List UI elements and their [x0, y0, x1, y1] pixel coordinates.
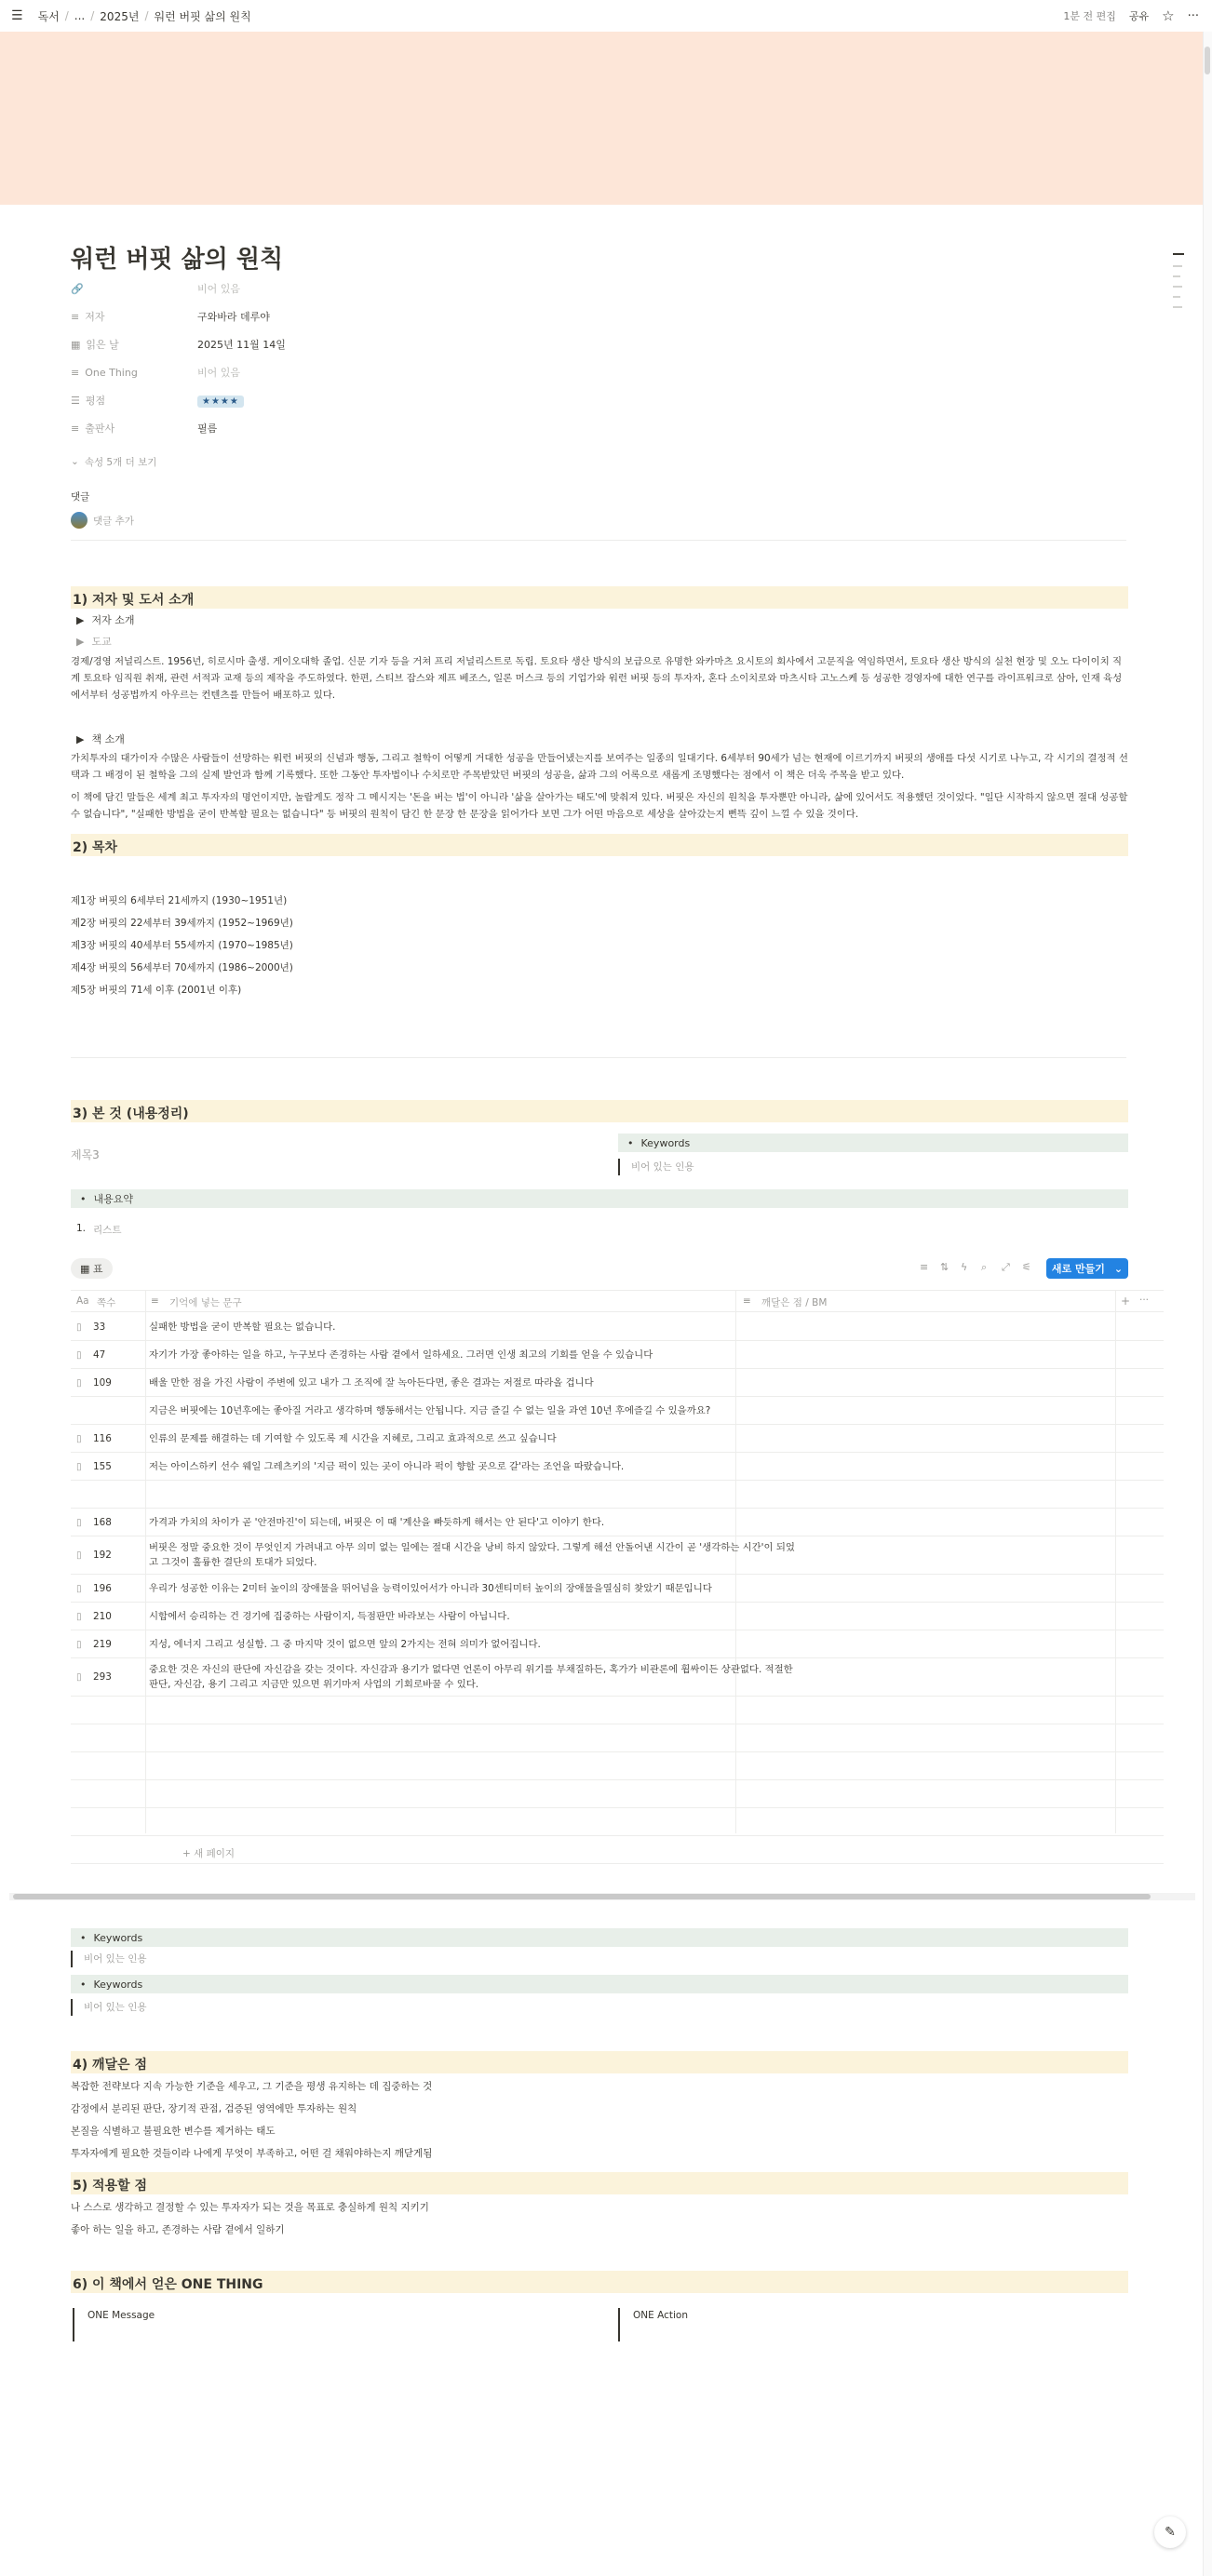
rating-badge[interactable]: ★★★★	[197, 396, 244, 408]
settings-icon[interactable]: ⚟	[1022, 1261, 1031, 1273]
section-heading[interactable]: 1) 저자 및 도서 소개	[71, 586, 1128, 609]
book-paragraph[interactable]: 이 책에 담긴 말들은 세계 최고 투자자의 명언이지만, 놀랍게도 정작 그 메시지는 '돈을 버는 법'이 아니라 '삶을 살아가는 태도'에 맞춰져 있다. 버핏은 자신의 원칙을 투자뿐만 아니라, 삶에 있어서도 적용했던 것이었다. "일단 시작하지 않으면 절대 성공할 수 없습니다", "실패한 방법을 굳이 반복할 필요는 없습니다" 등 버핏의 원칙이 담긴 한 문장 한 문장을 읽어가다 보면 그가 어떤 마음으로 세상을 살아갔는지 뻔뜩 깊이 느낄 수 있을 것이다.	[71, 792, 1128, 820]
cell-phrase[interactable]	[149, 1481, 801, 1508]
breadcrumb-current[interactable]: 워런 버핏 삶의 원칙	[154, 9, 251, 23]
cell-page-number[interactable]: 33	[93, 1321, 106, 1333]
bullet: •	[80, 1978, 87, 1991]
toc-marker-active[interactable]	[1173, 253, 1184, 255]
property-name: 저자	[85, 311, 105, 323]
table-row[interactable]	[71, 1536, 1164, 1575]
vertical-scrollbar[interactable]	[1203, 32, 1212, 2576]
scrollbar-thumb[interactable]	[1205, 47, 1210, 74]
table-row[interactable]	[71, 1341, 1164, 1369]
one-message-box[interactable]	[73, 2308, 594, 2341]
help-button[interactable]	[1154, 2516, 1186, 2548]
toc-line[interactable]: 제5장 버핏의 71세 이후 (2001년 이후)	[71, 985, 242, 996]
property-row[interactable]	[71, 333, 286, 356]
table-row[interactable]	[71, 1603, 1164, 1630]
page-cover[interactable]	[0, 32, 1203, 205]
cell-phrase[interactable]: 지금은 버핏에는 10년후에는 좋아질 거라고 생각하며 행동해서는 안됩니다. 지금 즐길 수 없는 일을 과연 10년 후에즐길 수 있을까요?	[149, 1404, 711, 1416]
property-row[interactable]	[71, 361, 240, 383]
list-placeholder: 리스트	[93, 1225, 122, 1236]
page-icon: ▯	[76, 1432, 82, 1444]
author-paragraph[interactable]: 경제/경영 저널리스트. 1956년, 히로시마 출생. 게이오대학 졸업. 신문 기자 등을 거쳐 프리 저널리스트로 독립. 토요타 생산 방식의 보급으로 유명한 와카마츠 요시토의 회사에서 고문직을 역임하면서, 토요타 생산 방식의 실천 현장 및 오노 다이이치 직계 토요타 임직원 취재, 관련 서적과 교재 등의 제작을 주도하였다. 한편, 스티브 잡스와 제프 베조스, 일론 머스크 등의 기업가와 워런 버핏 등의 투자자, 혼다 소이치로와 마츠시타 고노스케 등 성공한 경영자에 대한 연구를 라이프워크로 삼아, 인재 육성에서부터 성공법까지 아우르는 컨텐츠를 만들어 배포하고 있다.	[71, 656, 1123, 701]
realization-line[interactable]: 감정에서 분리된 판단, 장기적 관점, 검증된 영역에만 투자하는 원칙	[71, 2103, 357, 2114]
page-icon: ▯	[76, 1376, 82, 1389]
page-icon: ▯	[76, 1582, 82, 1594]
one-action-box[interactable]	[618, 2308, 1128, 2341]
table-row[interactable]	[71, 1453, 1164, 1481]
empty-quote[interactable]: 비어 있는 인용	[71, 1999, 147, 2016]
property-row[interactable]	[71, 389, 244, 411]
more-properties-label: 속성 5개 더 보기	[84, 456, 157, 468]
property-value[interactable]: 비어 있음	[197, 367, 241, 379]
text-icon: ≡	[71, 366, 80, 379]
toc-marker[interactable]	[1173, 275, 1180, 277]
book-paragraph[interactable]: 가치투자의 대가이자 수많은 사람들이 선망하는 워런 버핏의 신념과 행동, 그리고 철학이 어떻게 거대한 성공을 만들어냈는지를 보여주는 일종의 일대기다. 6세부터 90세가 넘는 현재에 이르기까지 버핏의 생애를 다섯 시기로 나누고, 각 시기의 결정적 선택과 그 배경이 된 철학을 그의 실제 발언과 함께 기록했다. 또한 그동안 투자법이나 수치로만 주목받았던 버핏의 성공을, 삶과 그의 어록으로 새롭게 조명했다는 점에서 이 책은 더욱 주목을 받고 있다.	[71, 753, 1128, 781]
add-page-button[interactable]	[182, 1846, 235, 1860]
cell-page-number[interactable]: 210	[93, 1610, 112, 1622]
new-button[interactable]	[1046, 1258, 1128, 1279]
property-row[interactable]	[71, 305, 270, 328]
table-row[interactable]	[71, 1369, 1164, 1397]
toc-line[interactable]: 제3장 버핏의 40세부터 55세까지 (1970~1985년)	[71, 940, 293, 951]
property-name: 평점	[85, 395, 106, 407]
cell-phrase[interactable]: 중요한 것은 자신의 판단에 자신감을 갖는 것이다. 자신감과 용기가 없다면 언론이 아무리 위기를 부채질하든, 혹가가 비관론에 휩싸이든 상관없다. 적절한 판단, 자신감, 용기 그리고 지금만 있으면 위기마저 사업의 기회로바꿀 수 있다.	[149, 1664, 793, 1690]
page-icon: ▯	[76, 1321, 82, 1333]
cell-page-number[interactable]: 155	[93, 1460, 112, 1472]
empty-table-row[interactable]	[71, 1780, 1164, 1808]
text-icon: ≡	[743, 1295, 751, 1307]
plus-icon: +	[182, 1848, 191, 1859]
keywords-callout[interactable]	[71, 1928, 1128, 1947]
page-icon: ▯	[76, 1610, 82, 1622]
add-page-label: 새 페이지	[194, 1848, 236, 1859]
chevron-down-icon: ⌄	[71, 456, 79, 467]
divider	[71, 540, 1126, 541]
realization-line[interactable]: 복잡한 전략보다 지속 가능한 기준을 세우고, 그 기준을 평생 유지하는 데 집중하는 것	[71, 2081, 433, 2092]
table-row[interactable]	[71, 1658, 1164, 1697]
empty-table-row[interactable]	[71, 1836, 1164, 1864]
bullet: •	[627, 1136, 634, 1149]
breadcrumb-item[interactable]: 2025년	[100, 9, 140, 23]
keywords-callout[interactable]	[71, 1975, 1128, 1993]
property-value[interactable]: 구와바라 데루야	[197, 311, 270, 323]
database-toolbar	[71, 1256, 1128, 1281]
more-icon[interactable]: ···	[1187, 8, 1199, 23]
cell-page-number[interactable]: 219	[93, 1638, 112, 1650]
menu-icon[interactable]: ☰	[11, 8, 23, 23]
empty-quote[interactable]: 비어 있는 인용	[618, 1159, 694, 1175]
empty-table-row[interactable]	[71, 1724, 1164, 1752]
toc-line[interactable]: 제1장 버핏의 6세부터 21세까지 (1930~1951년)	[71, 895, 288, 906]
cell-page-number[interactable]: 192	[93, 1550, 112, 1561]
table-row[interactable]	[71, 1313, 1164, 1341]
page-icon: ▯	[76, 1638, 82, 1650]
list-icon: ☰	[71, 394, 80, 407]
property-value[interactable]: 비어 있음	[197, 283, 241, 295]
toc-line[interactable]: 제2장 버핏의 22세부터 39세까지 (1952~1969년)	[71, 918, 293, 929]
property-name: One Thing	[85, 366, 138, 379]
bullet: •	[80, 1192, 87, 1205]
top-bar	[0, 0, 1212, 32]
property-row[interactable]	[71, 277, 240, 300]
cell-page-number[interactable]: 116	[93, 1432, 112, 1444]
table-row[interactable]	[71, 1509, 1164, 1536]
column-header-insight[interactable]: 깨달은 점 / BM	[761, 1297, 828, 1308]
link-icon: 🔗	[71, 282, 84, 295]
edited-status: 1분 전 편집	[1063, 10, 1116, 22]
page-icon: ▯	[76, 1550, 82, 1561]
cell-phrase[interactable]: 시합에서 승리하는 건 경기에 집중하는 사람이지, 득점판만 바라보는 사람이 아닙니다.	[149, 1610, 510, 1622]
cell-page-number[interactable]: 293	[93, 1671, 112, 1683]
avatar	[71, 512, 88, 529]
empty-table-row[interactable]	[71, 1808, 1164, 1836]
breadcrumb-separator: /	[90, 9, 95, 22]
empty-quote[interactable]: 비어 있는 인용	[71, 1951, 147, 1967]
automation-icon[interactable]: ϟ	[961, 1261, 968, 1273]
section-heading[interactable]: 2) 목차	[71, 834, 1128, 856]
toggle-label: 도교	[91, 636, 112, 648]
page-icon: ▯	[76, 1348, 82, 1361]
cell-phrase[interactable]: 버핏은 정말 중요한 것이 무엇인지 가려내고 아무 의미 없는 일에는 절대 시간을 낭비 하지 않았다. 그렇게 해선 안돌어낸 시간이 곧 '생각하는 시간'이 되었고 그것이 훌륭한 결단의 토대가 되었다.	[149, 1542, 795, 1568]
toggle-label: 저자 소개	[91, 614, 135, 626]
view-label: 표	[92, 1263, 103, 1275]
page-icon: ▯	[76, 1671, 82, 1683]
text-icon: ≡	[151, 1295, 159, 1307]
share-button[interactable]: 공유	[1128, 10, 1150, 22]
list-number: 1.	[76, 1223, 87, 1234]
page-icon: ▯	[76, 1460, 82, 1472]
realization-line[interactable]: 본질을 식별하고 불필요한 변수를 제거하는 태도	[71, 2126, 276, 2137]
toc-marker[interactable]	[1173, 296, 1180, 298]
toc-marker[interactable]	[1173, 286, 1182, 288]
sort-icon[interactable]: ⇅	[940, 1261, 949, 1273]
property-name: 읽은 날	[86, 339, 119, 351]
cell-phrase[interactable]: 자기가 가장 좋아하는 일을 하고, 누구보다 존경하는 사람 곁에서 일하세요. 그러면 인생 최고의 기회를 얻을 수 있습니다	[149, 1348, 653, 1361]
application-line[interactable]: 좋아 하는 일을 하고, 존경하는 사람 곁에서 일하기	[71, 2224, 285, 2235]
breadcrumb-separator: /	[144, 9, 149, 22]
keywords-label: Keywords	[93, 1978, 143, 1991]
divider	[71, 1057, 1126, 1058]
table-row[interactable]	[71, 1425, 1164, 1453]
keywords-callout[interactable]	[618, 1134, 1128, 1152]
toggle-book[interactable]	[76, 731, 125, 746]
heading-placeholder[interactable]: 제목3	[71, 1148, 100, 1161]
toggle-author[interactable]	[76, 612, 134, 627]
chevron-down-icon[interactable]: ⌄	[1113, 1262, 1124, 1275]
triangle-right-icon: ▶	[76, 613, 85, 626]
breadcrumb-item[interactable]: ...	[74, 9, 86, 22]
toc-marker[interactable]	[1173, 306, 1182, 308]
horizontal-scrollbar-thumb[interactable]	[13, 1894, 1151, 1899]
empty-table-row[interactable]	[71, 1752, 1164, 1780]
page-icon: ▯	[76, 1516, 82, 1528]
one-action-label: ONE Action	[633, 2310, 688, 2321]
page-title[interactable]: 워런 버핏 삶의 원칙	[71, 246, 284, 274]
breadcrumb-separator: /	[64, 9, 69, 22]
bullet: •	[80, 1931, 87, 1944]
cell-phrase[interactable]: 지성, 에너지 그리고 성실함. 그 중 마지막 것이 없으면 앞의 2가지는 전혀 의미가 없어집니다.	[149, 1638, 541, 1650]
cell-phrase[interactable]: 배울 만한 점을 가진 사람이 주변에 있고 내가 그 조직에 잘 녹아든다면, 좋은 결과는 저절로 따라올 겁니다	[149, 1376, 594, 1389]
table-row[interactable]	[71, 1575, 1164, 1603]
empty-table-row[interactable]	[71, 1697, 1164, 1724]
cell-phrase[interactable]: 우리가 성공한 이유는 2미터 높이의 장애물을 뛰어넘을 능력이있어서가 아니라 30센티미터 높이의 장애물을열심히 찾았기 때문입니다	[149, 1582, 712, 1594]
summary-label: 내용요약	[93, 1193, 134, 1205]
text-icon: ≡	[71, 310, 80, 323]
number-type-icon: Aa	[76, 1295, 89, 1307]
view-tab-table[interactable]	[71, 1258, 113, 1279]
property-name: 출판사	[85, 423, 115, 435]
property-value[interactable]: 2025년 11월 14일	[197, 339, 286, 351]
toc-line[interactable]: 제4장 버핏의 56세부터 70세까지 (1986~2000년)	[71, 962, 293, 973]
application-line[interactable]: 나 스스로 생각하고 결정할 수 있는 투자자가 되는 것을 목표로 충실하게 원칙 지키기	[71, 2202, 429, 2213]
realization-line[interactable]: 투자자에게 필요한 것들이라 나에게 무엇이 부족하고, 어떤 걸 채워야하는지 깨닫게됨	[71, 2148, 433, 2159]
toggle-label: 책 소개	[91, 733, 125, 745]
toggle-translator[interactable]	[76, 634, 112, 649]
add-column-icon[interactable]: +	[1121, 1295, 1131, 1308]
cell-phrase[interactable]: 실패한 방법을 굳이 반복할 필요는 없습니다.	[149, 1321, 336, 1333]
star-icon[interactable]: ☆	[1162, 7, 1175, 24]
cell-page-number[interactable]: 168	[93, 1516, 112, 1528]
cell-page-number[interactable]: 47	[93, 1348, 106, 1361]
column-header-phrase[interactable]: 기억에 넣는 문구	[169, 1297, 242, 1308]
ai-assistant-icon: ✎	[1165, 2525, 1176, 2540]
show-more-properties[interactable]	[71, 450, 156, 473]
new-button-label: 새로 만들기	[1051, 1263, 1105, 1275]
toc-marker[interactable]	[1173, 265, 1182, 267]
more-icon[interactable]: ···	[1139, 1295, 1150, 1306]
text-icon: ≡	[71, 422, 80, 435]
search-icon[interactable]: ⌕	[981, 1261, 988, 1273]
property-value[interactable]: 필름	[197, 423, 218, 435]
keywords-label: Keywords	[93, 1931, 143, 1944]
cell-phrase[interactable]: 인류의 문제를 해결하는 데 기여할 수 있도록 제 시간을 지혜로, 그리고 효과적으로 쓰고 싶습니다	[149, 1432, 557, 1444]
summary-callout[interactable]	[71, 1189, 1128, 1208]
property-row[interactable]	[71, 417, 217, 439]
table-header	[71, 1290, 1164, 1312]
section-heading[interactable]: 5) 적용할 점	[71, 2172, 1128, 2194]
table-row[interactable]	[71, 1397, 1164, 1425]
section-heading[interactable]: 3) 본 것 (내용정리)	[71, 1100, 1128, 1122]
table-row[interactable]	[71, 1630, 1164, 1658]
section-heading[interactable]: 4) 깨달은 점	[71, 2051, 1128, 2073]
cell-phrase[interactable]: 저는 아이스하키 선수 웨일 그레츠키의 '지금 퍽이 있는 곳이 아니라 퍽이 향할 곳으로 갈'라는 조언을 따랐습니다.	[149, 1460, 625, 1472]
table-icon: ▦	[80, 1263, 90, 1275]
column-header-page[interactable]: 쪽수	[97, 1297, 116, 1308]
calendar-icon: ▦	[71, 338, 81, 351]
numbered-list[interactable]	[76, 1223, 121, 1237]
expand-icon[interactable]: ⤢	[1002, 1261, 1010, 1273]
cell-page-number[interactable]: 196	[93, 1582, 112, 1594]
triangle-right-icon: ▶	[76, 732, 85, 745]
cell-phrase[interactable]: 가격과 가치의 차이가 곧 '안전마진'이 되는데, 버핏은 이 때 '계산을 빠듯하게 해서는 안 된다'고 이야기 한다.	[149, 1516, 605, 1528]
table-row[interactable]	[71, 1481, 1164, 1509]
section-heading[interactable]: 6) 이 책에서 얻은 ONE THING	[71, 2271, 1128, 2293]
add-comment-label: 댓글 추가	[93, 515, 134, 527]
one-message-label: ONE Message	[88, 2310, 155, 2321]
keywords-label: Keywords	[640, 1136, 691, 1149]
comments-label: 댓글	[71, 491, 90, 503]
cell-page-number[interactable]: 109	[93, 1376, 112, 1389]
filter-icon[interactable]: ≡	[920, 1261, 929, 1273]
triangle-right-icon: ▶	[76, 635, 85, 648]
add-comment[interactable]	[71, 512, 134, 529]
breadcrumb-item[interactable]: 독서	[37, 9, 60, 23]
top-bar-actions	[1063, 0, 1199, 32]
